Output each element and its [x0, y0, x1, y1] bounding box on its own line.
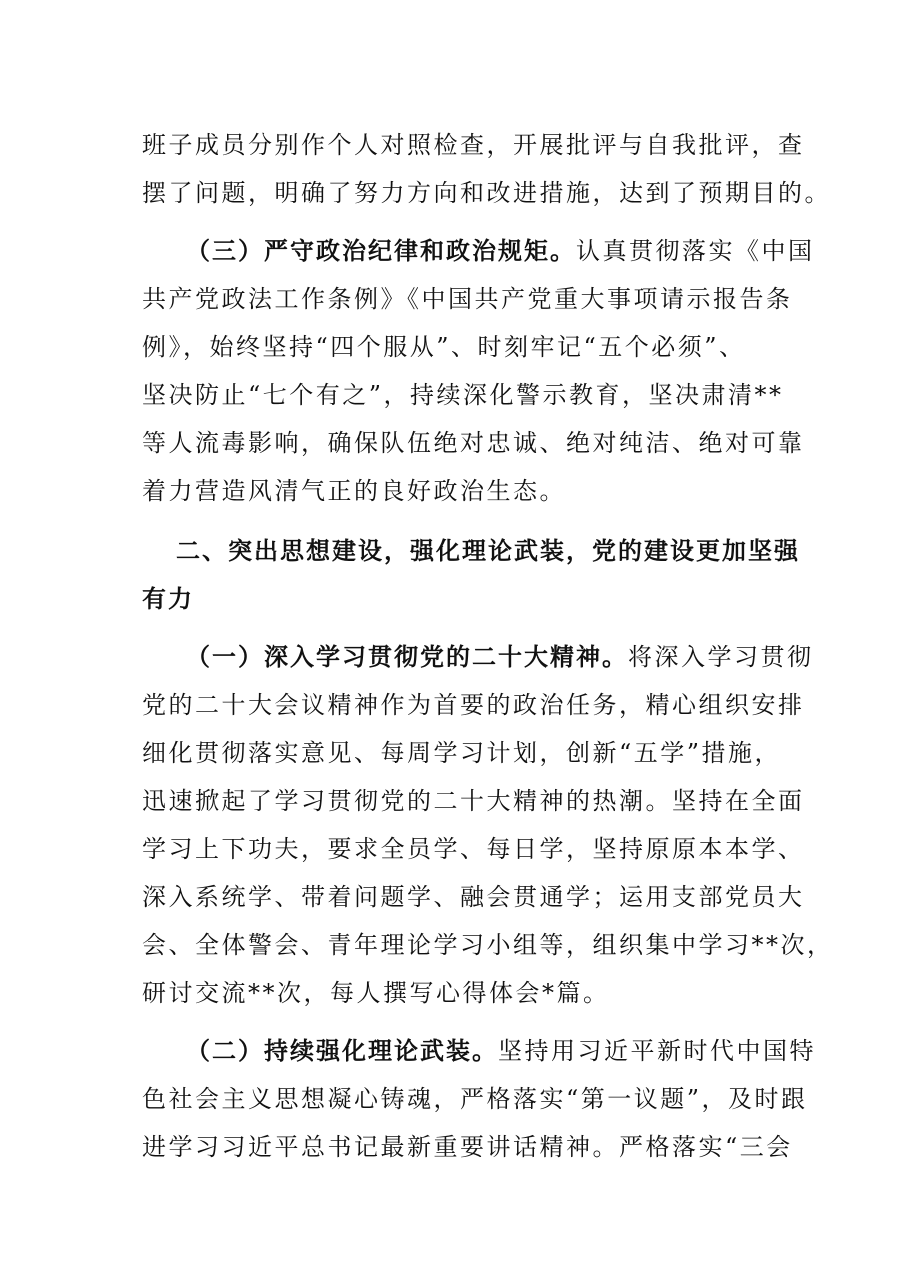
- paragraph-text: 将深入学习贯彻: [628, 643, 814, 671]
- section-heading: 二、突出思想建设，强化理论武装，党的建设更加坚强: [176, 537, 800, 565]
- paragraph-line: 摆了问题，明确了努力方向和改进措施，达到了预期目的。: [142, 179, 831, 207]
- paragraph-heading: （三）严守政治纪律和政治规矩。: [186, 237, 576, 265]
- paragraph-first-line: [186, 1036, 816, 1066]
- paragraph-heading: （二）持续强化理论武装。: [186, 1037, 498, 1065]
- paragraph-line: 会、全体警会、青年理论学习小组等，组织集中学习**次，: [142, 931, 834, 959]
- paragraph-text: 坚持用习近平新时代中国特: [498, 1037, 816, 1065]
- paragraph-heading: （一）深入学习贯彻党的二十大精神。: [186, 643, 628, 671]
- paragraph-line: 共产党政法工作条例》《中国共产党重大事项请示报告条: [142, 285, 793, 313]
- paragraph-line: 迅速掀起了学习贯彻党的二十大精神的热潮。坚持在全面: [142, 787, 805, 815]
- paragraph-line: 研讨交流**次，每人撰写心得体会*篇。: [142, 979, 610, 1007]
- paragraph-line: 学习上下功夫，要求全员学、每日学，坚持原原本本学、: [142, 835, 805, 863]
- paragraph-line: 着力营造风清气正的良好政治生态。: [142, 477, 566, 505]
- section-heading-continued: 有力: [142, 585, 194, 613]
- paragraph-first-line: [186, 642, 814, 672]
- paragraph-line: 色社会主义思想凝心铸魂，严格落实“第一议题”，及时跟: [142, 1085, 808, 1113]
- paragraph-first-line: [186, 236, 815, 266]
- paragraph-line: 等人流毒影响，确保队伍绝对忠诚、绝对纯洁、绝对可靠: [142, 429, 805, 457]
- paragraph-line: 党的二十大会议精神作为首要的政治任务，精心组织安排: [142, 691, 805, 719]
- paragraph-text: 认真贯彻落实《中国: [576, 237, 815, 265]
- paragraph-line: 进学习习近平总书记最新重要讲话精神。严格落实“三会: [142, 1133, 793, 1161]
- paragraph-line: 深入系统学、带着问题学、融会贯通学；运用支部党员大: [142, 883, 805, 911]
- paragraph-line: 班子成员分别作个人对照检查，开展批评与自我批评，查: [142, 131, 805, 159]
- paragraph-line: 细化贯彻落实意见、每周学习计划，创新“五学”措施，: [142, 739, 782, 767]
- paragraph-line: 坚决防止“七个有之”，持续深化警示教育，坚决肃清**: [142, 381, 784, 409]
- paragraph-line: 例》，始终坚持“四个服从”、时刻牢记“五个必须”、: [142, 333, 746, 361]
